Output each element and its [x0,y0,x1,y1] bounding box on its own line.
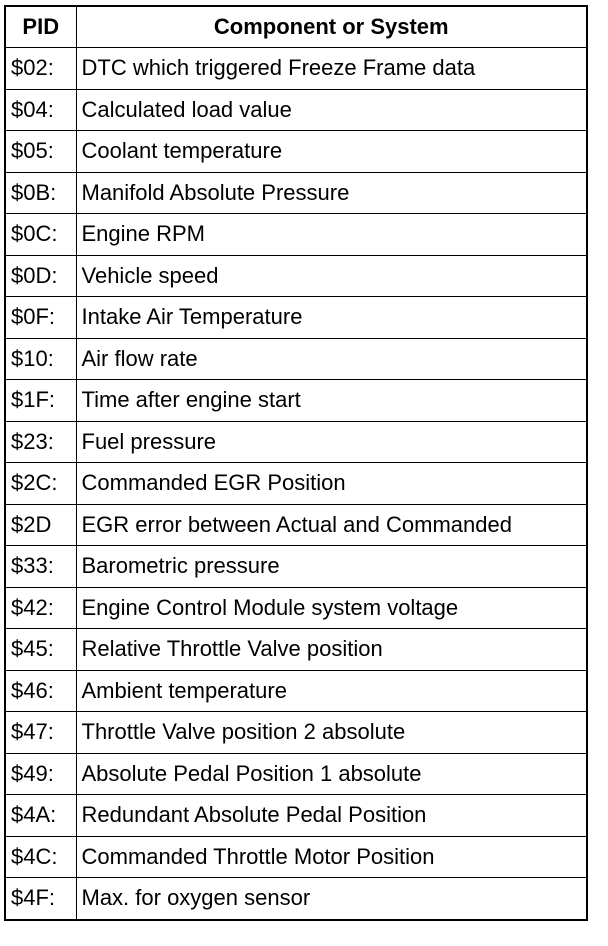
component-cell: DTC which triggered Freeze Frame data [76,48,587,90]
pid-cell: $1F: [5,380,76,422]
pid-cell: $23: [5,421,76,463]
table-row [5,338,587,380]
table-row [5,89,587,131]
pid-cell: $0D: [5,255,76,297]
table-row [5,546,587,588]
table-row [5,214,587,256]
table-row [5,421,587,463]
component-cell: Barometric pressure [76,546,587,588]
table-row [5,753,587,795]
table-row [5,587,587,629]
pid-cell: $4F: [5,878,76,920]
component-cell: Time after engine start [76,380,587,422]
component-cell: Redundant Absolute Pedal Position [76,795,587,837]
pid-component-table [4,5,588,921]
table-row [5,131,587,173]
component-cell: Commanded Throttle Motor Position [76,836,587,878]
component-cell: Intake Air Temperature [76,297,587,339]
component-cell: Max. for oxygen sensor [76,878,587,920]
component-cell: Coolant temperature [76,131,587,173]
pid-cell: $04: [5,89,76,131]
pid-cell: $33: [5,546,76,588]
component-cell: Commanded EGR Position [76,463,587,505]
table-row [5,463,587,505]
table-row [5,504,587,546]
component-cell: EGR error between Actual and Commanded [76,504,587,546]
component-cell: Vehicle speed [76,255,587,297]
table-header-row [5,6,587,48]
pid-cell: $2D [5,504,76,546]
table-row [5,380,587,422]
component-column-header: Component or System [76,6,587,48]
component-cell: Absolute Pedal Position 1 absolute [76,753,587,795]
component-cell: Fuel pressure [76,421,587,463]
component-cell: Air flow rate [76,338,587,380]
pid-cell: $47: [5,712,76,754]
table-row [5,795,587,837]
table-row [5,712,587,754]
table-row [5,670,587,712]
pid-cell: $0C: [5,214,76,256]
component-cell: Engine RPM [76,214,587,256]
pid-cell: $42: [5,587,76,629]
pid-cell: $49: [5,753,76,795]
pid-cell: $46: [5,670,76,712]
component-cell: Relative Throttle Valve position [76,629,587,671]
table-row [5,172,587,214]
pid-cell: $45: [5,629,76,671]
table-row [5,878,587,920]
table-row [5,255,587,297]
pid-cell: $4C: [5,836,76,878]
pid-column-header: PID [5,6,76,48]
pid-cell: $2C: [5,463,76,505]
component-cell: Engine Control Module system voltage [76,587,587,629]
pid-cell: $10: [5,338,76,380]
pid-cell: $02: [5,48,76,90]
pid-cell: $4A: [5,795,76,837]
component-cell: Ambient temperature [76,670,587,712]
component-cell: Manifold Absolute Pressure [76,172,587,214]
table-row [5,48,587,90]
table-body [5,48,587,920]
pid-cell: $0B: [5,172,76,214]
pid-cell: $05: [5,131,76,173]
table-row [5,297,587,339]
pid-cell: $0F: [5,297,76,339]
component-cell: Throttle Valve position 2 absolute [76,712,587,754]
component-cell: Calculated load value [76,89,587,131]
table-row [5,836,587,878]
table-row [5,629,587,671]
